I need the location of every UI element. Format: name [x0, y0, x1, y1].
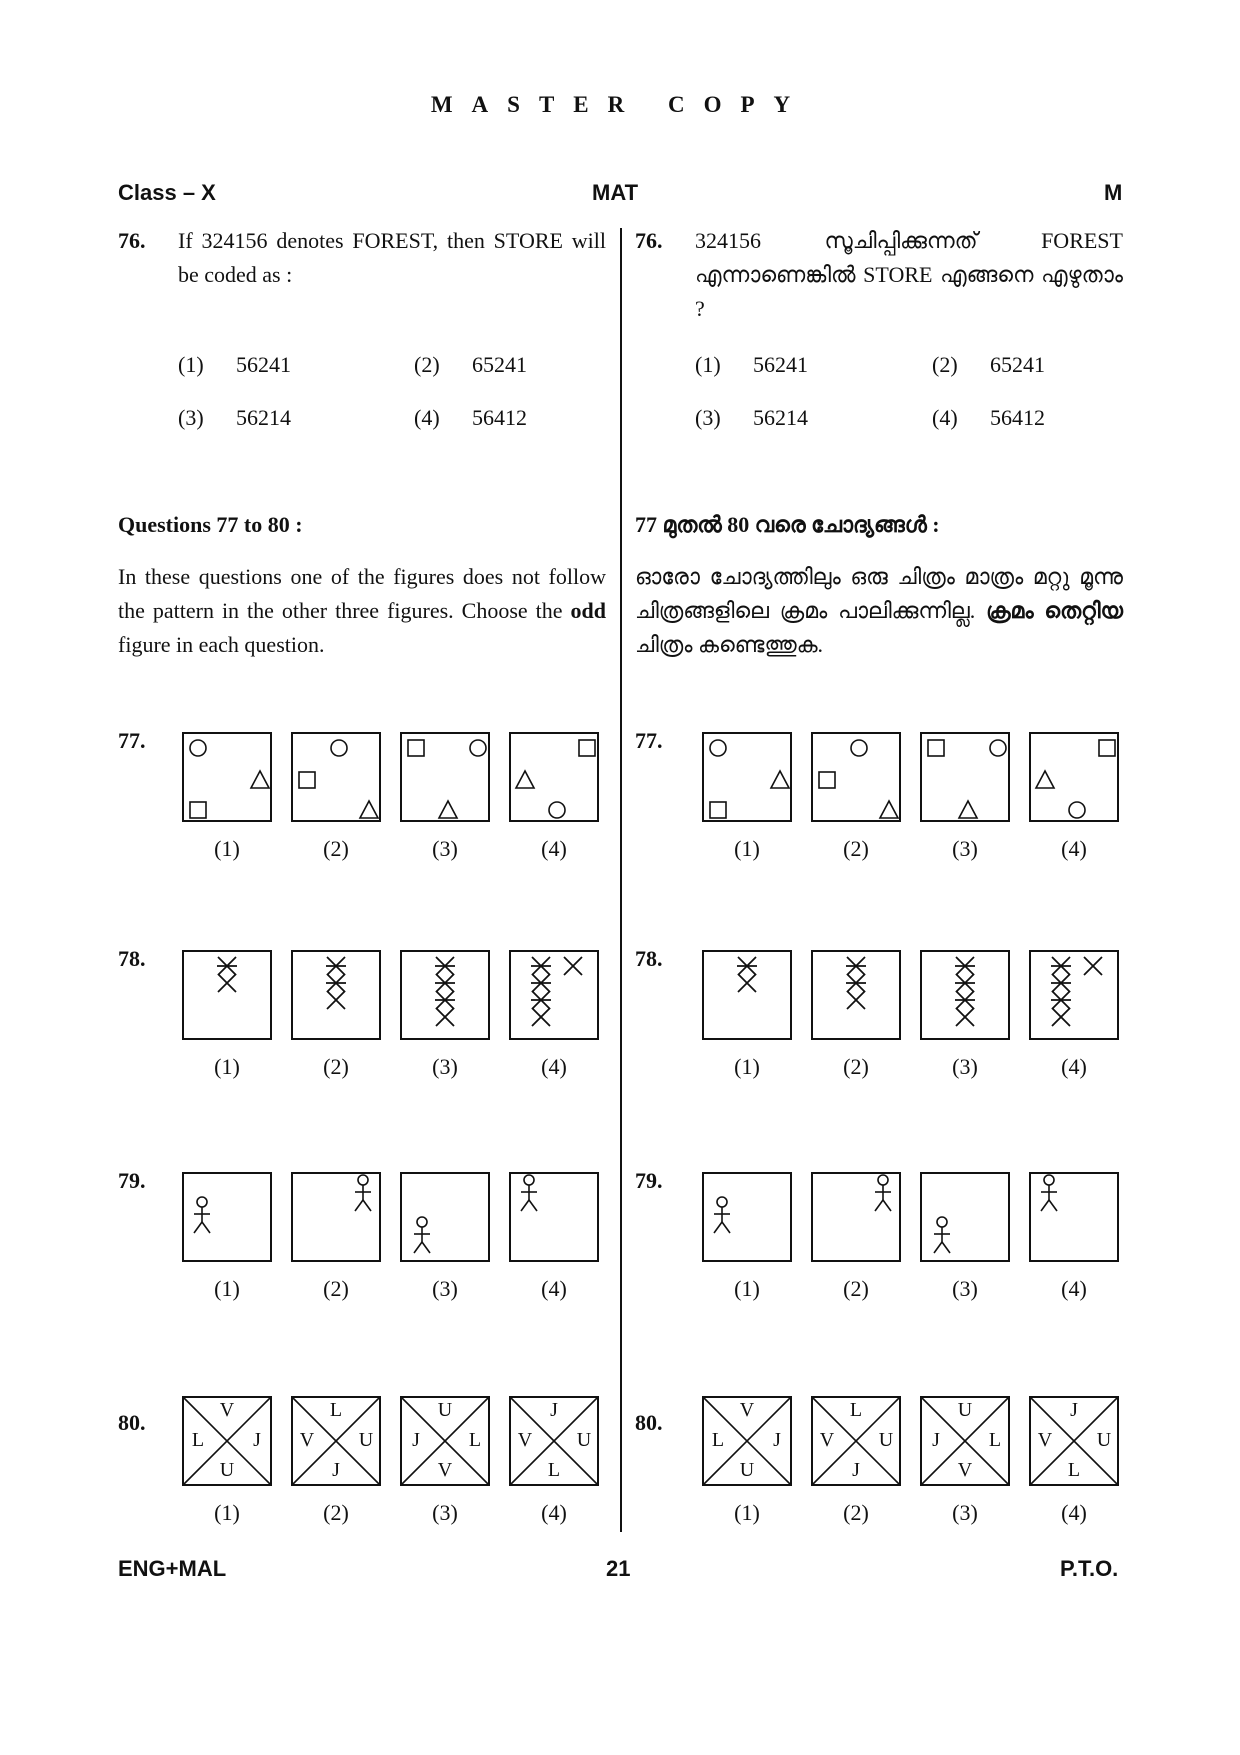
triangle-shape [360, 801, 378, 818]
ml-q77-figure-1 [702, 732, 792, 822]
letter-left: J [412, 1429, 420, 1451]
letter-bottom: V [957, 1459, 973, 1481]
en-q77-figure-2 [291, 732, 381, 822]
circle-shape [710, 740, 726, 756]
circle-shape [990, 740, 1006, 756]
cross-mark [737, 957, 757, 975]
en-q77-option-4-label: (4) [541, 836, 567, 861]
ml-q77-option-3-label: (3) [952, 836, 978, 861]
en-q79-figure-1 [182, 1172, 272, 1262]
en-q80-option-4-label: (4) [541, 1500, 567, 1525]
ml-q78-figure-3 [920, 950, 1010, 1040]
en-q80-figure-1 [182, 1396, 272, 1486]
subject-label: MAT [592, 180, 639, 205]
en-q76-opt1-val: 56241 [236, 352, 291, 377]
letter-right: U [576, 1429, 592, 1451]
ml-q77-option-4-label: (4) [1061, 836, 1087, 861]
ml-instruction: ഓരോ ചോദ്യത്തിലും ഒരു ചിത്രം മാത്രം മറ്റു മൂന്നു ചിത്രങ്ങളിലെ ക്രമം പാലിക്കുന്നില്ല. ക്രമം തെറ്റിയ ചിത്രം കണ്ടെത്തുക. [635, 564, 1123, 657]
letter-bottom: L [547, 1459, 561, 1481]
ml-q77-number: 77. [635, 728, 663, 753]
letter-top: V [739, 1399, 755, 1421]
cross-mark [435, 974, 455, 992]
en-q77-option-1-label: (1) [214, 836, 240, 861]
stick-figure [714, 1197, 730, 1233]
en-q80-figure-4 [509, 1396, 599, 1486]
cross-mark [738, 974, 756, 992]
ml-q78-figure-2 [811, 950, 901, 1040]
ml-q76-opt1-num: (1) [695, 352, 721, 377]
en-q77-number: 77. [118, 728, 146, 753]
ml-q79-figure-2 [811, 1172, 901, 1262]
en-q76-opt2-num: (2) [414, 352, 440, 377]
ml-q76-text: 324156 സൂചിപ്പിക്കുന്നത് FOREST എന്നാണെങ്കിൽ STORE എങ്ങനെ എഴുതാം ? [695, 228, 1123, 321]
ml-q80-figure-4 [1029, 1396, 1119, 1486]
letter-right: U [1096, 1429, 1112, 1451]
circle-shape [190, 740, 206, 756]
ml-q80-option-3-label: (3) [952, 1500, 978, 1525]
en-q78-figure-1 [182, 950, 272, 1040]
en-instruction: In these questions one of the figures does not follow the pattern in the other three figures. Choose the odd figure in each question. [118, 564, 606, 657]
cross-mark [1084, 957, 1102, 975]
en-q77-figure-1 [182, 732, 272, 822]
ml-q78-number: 78. [635, 946, 663, 971]
ml-q76-opt2-num: (2) [932, 352, 958, 377]
ml-q79-figure-1 [702, 1172, 792, 1262]
letter-bottom: J [852, 1459, 860, 1481]
square-shape [928, 740, 944, 756]
ml-q78-figure-4 [1029, 950, 1119, 1040]
en-q79-figure-4 [509, 1172, 599, 1262]
en-q77-figure-4 [509, 732, 599, 822]
en-section-title: Questions 77 to 80 : [118, 512, 303, 537]
stick-figure [194, 1197, 210, 1233]
en-q77-option-3-label: (3) [432, 836, 458, 861]
en-q79-number: 79. [118, 1168, 146, 1193]
ml-q76-opt4-num: (4) [932, 405, 958, 430]
ml-q76-opt4-val: 56412 [990, 405, 1045, 430]
ml-q76-opt3-num: (3) [695, 405, 721, 430]
ml-q76-opt2-val: 65241 [990, 352, 1045, 377]
en-q78-option-1-label: (1) [214, 1054, 240, 1079]
ml-q77-figure-3 [920, 732, 1010, 822]
stick-figure [521, 1175, 537, 1211]
en-q79-option-1-label: (1) [214, 1276, 240, 1301]
en-q78-option-4-label: (4) [541, 1054, 567, 1079]
stick-figure [355, 1175, 371, 1211]
ml-q77-option-2-label: (2) [843, 836, 869, 861]
cross-mark [564, 957, 582, 975]
en-q80-option-2-label: (2) [323, 1500, 349, 1525]
en-q76-text: If 324156 denotes FOREST, then STORE will be coded as : [178, 228, 606, 287]
circle-shape [331, 740, 347, 756]
letter-bottom: L [1067, 1459, 1081, 1481]
letter-left: L [711, 1429, 725, 1451]
cross-mark [1051, 957, 1071, 975]
ml-q79-figure-4 [1029, 1172, 1119, 1262]
ml-q79-option-4-label: (4) [1061, 1276, 1087, 1301]
cross-mark [956, 1008, 974, 1026]
letter-right: U [358, 1429, 374, 1451]
square-shape [710, 802, 726, 818]
triangle-shape [251, 771, 269, 788]
en-q76-opt4-num: (4) [414, 405, 440, 430]
ml-q78-option-4-label: (4) [1061, 1054, 1087, 1079]
letter-top: V [219, 1399, 235, 1421]
en-q76-opt4-val: 56412 [472, 405, 527, 430]
triangle-shape [880, 801, 898, 818]
stick-figure [1041, 1175, 1057, 1211]
cross-mark [326, 974, 346, 992]
letter-right: J [773, 1429, 781, 1451]
en-q80-option-3-label: (3) [432, 1500, 458, 1525]
ml-section-title: 77 മുതൽ 80 വരെ ചോദ്യങ്ങൾ : [635, 512, 940, 537]
letter-left: J [932, 1429, 940, 1451]
en-q78-option-3-label: (3) [432, 1054, 458, 1079]
en-q76-opt1-num: (1) [178, 352, 204, 377]
ml-q76-opt1-val: 56241 [753, 352, 808, 377]
footer-pto: P.T.O. [1060, 1556, 1119, 1581]
square-shape [408, 740, 424, 756]
triangle-shape [959, 801, 977, 818]
cross-mark [327, 991, 345, 1009]
letter-bottom: V [437, 1459, 453, 1481]
ml-q79-number: 79. [635, 1168, 663, 1193]
square-shape [190, 802, 206, 818]
letter-top: J [550, 1399, 558, 1421]
letter-right: U [878, 1429, 894, 1451]
footer-language: ENG+MAL [118, 1556, 227, 1581]
cross-mark [326, 957, 346, 975]
cross-mark [531, 991, 551, 1009]
class-label: Class – X [118, 180, 216, 205]
ml-q78-option-1-label: (1) [734, 1054, 760, 1079]
square-shape [1099, 740, 1115, 756]
ml-q80-option-2-label: (2) [843, 1500, 869, 1525]
en-q79-figure-3 [400, 1172, 490, 1262]
en-q78-figure-4 [509, 950, 599, 1040]
en-q79-option-3-label: (3) [432, 1276, 458, 1301]
cross-mark [435, 991, 455, 1009]
en-q76-opt3-num: (3) [178, 405, 204, 430]
cross-mark [532, 1008, 550, 1026]
en-q78-number: 78. [118, 946, 146, 971]
stick-figure [934, 1217, 950, 1253]
ml-q77-figure-4 [1029, 732, 1119, 822]
en-q80-figure-2 [291, 1396, 381, 1486]
circle-shape [851, 740, 867, 756]
cross-mark [531, 974, 551, 992]
ml-q78-figure-1 [702, 950, 792, 1040]
en-q77-figure-3 [400, 732, 490, 822]
square-shape [299, 772, 315, 788]
cross-mark [217, 957, 237, 975]
ml-q77-option-1-label: (1) [734, 836, 760, 861]
letter-right: L [468, 1429, 482, 1451]
square-shape [579, 740, 595, 756]
ml-q80-option-1-label: (1) [734, 1500, 760, 1525]
triangle-shape [439, 801, 457, 818]
cross-mark [955, 991, 975, 1009]
ml-q80-option-4-label: (4) [1061, 1500, 1087, 1525]
ml-q79-option-3-label: (3) [952, 1276, 978, 1301]
en-q78-option-2-label: (2) [323, 1054, 349, 1079]
circle-shape [549, 802, 565, 818]
cross-mark [846, 974, 866, 992]
letter-left: L [191, 1429, 205, 1451]
square-shape [819, 772, 835, 788]
letter-bottom: U [219, 1459, 235, 1481]
circle-shape [470, 740, 486, 756]
stick-figure [875, 1175, 891, 1211]
ml-q79-option-2-label: (2) [843, 1276, 869, 1301]
en-q80-figure-3 [400, 1396, 490, 1486]
cross-mark [1052, 1008, 1070, 1026]
cross-mark [955, 974, 975, 992]
cross-mark [218, 974, 236, 992]
en-q76-number: 76. [118, 228, 146, 253]
column-divider [620, 228, 622, 1532]
letter-top: L [329, 1399, 343, 1421]
letter-top: U [437, 1399, 453, 1421]
letter-left: V [1037, 1429, 1053, 1451]
en-q76-opt2-val: 65241 [472, 352, 527, 377]
ml-q76-number: 76. [635, 228, 663, 253]
en-q76-opt3-val: 56214 [236, 405, 291, 430]
stick-figure [414, 1217, 430, 1253]
ml-q79-option-1-label: (1) [734, 1276, 760, 1301]
ml-q77-figure-2 [811, 732, 901, 822]
ml-q80-number: 80. [635, 1410, 663, 1435]
ml-q78-option-3-label: (3) [952, 1054, 978, 1079]
en-q77-option-2-label: (2) [323, 836, 349, 861]
letter-top: J [1070, 1399, 1078, 1421]
ml-q80-figure-2 [811, 1396, 901, 1486]
en-q79-figure-2 [291, 1172, 381, 1262]
en-q79-option-2-label: (2) [323, 1276, 349, 1301]
cross-mark [955, 957, 975, 975]
cross-mark [846, 957, 866, 975]
letter-left: V [819, 1429, 835, 1451]
letter-bottom: U [739, 1459, 755, 1481]
en-q78-figure-2 [291, 950, 381, 1040]
version-label: M [1104, 180, 1123, 205]
en-q80-option-1-label: (1) [214, 1500, 240, 1525]
triangle-shape [771, 771, 789, 788]
ml-q78-option-2-label: (2) [843, 1054, 869, 1079]
en-q78-figure-3 [400, 950, 490, 1040]
letter-left: V [517, 1429, 533, 1451]
letter-top: L [849, 1399, 863, 1421]
ml-q80-figure-3 [920, 1396, 1010, 1486]
cross-mark [436, 1008, 454, 1026]
triangle-shape [1036, 771, 1054, 788]
letter-top: U [957, 1399, 973, 1421]
en-q79-option-4-label: (4) [541, 1276, 567, 1301]
ml-q80-figure-1 [702, 1396, 792, 1486]
footer-page-number: 21 [606, 1556, 631, 1581]
cross-mark [847, 991, 865, 1009]
letter-left: V [299, 1429, 315, 1451]
ml-q79-figure-3 [920, 1172, 1010, 1262]
cross-mark [531, 957, 551, 975]
ml-q76-opt3-val: 56214 [753, 405, 808, 430]
cross-mark [435, 957, 455, 975]
letter-right: L [988, 1429, 1002, 1451]
en-q80-number: 80. [118, 1410, 146, 1435]
letter-right: J [253, 1429, 261, 1451]
letter-bottom: J [332, 1459, 340, 1481]
master-copy-title: MASTER COPY [430, 92, 810, 117]
circle-shape [1069, 802, 1085, 818]
triangle-shape [516, 771, 534, 788]
cross-mark [1051, 974, 1071, 992]
cross-mark [1051, 991, 1071, 1009]
